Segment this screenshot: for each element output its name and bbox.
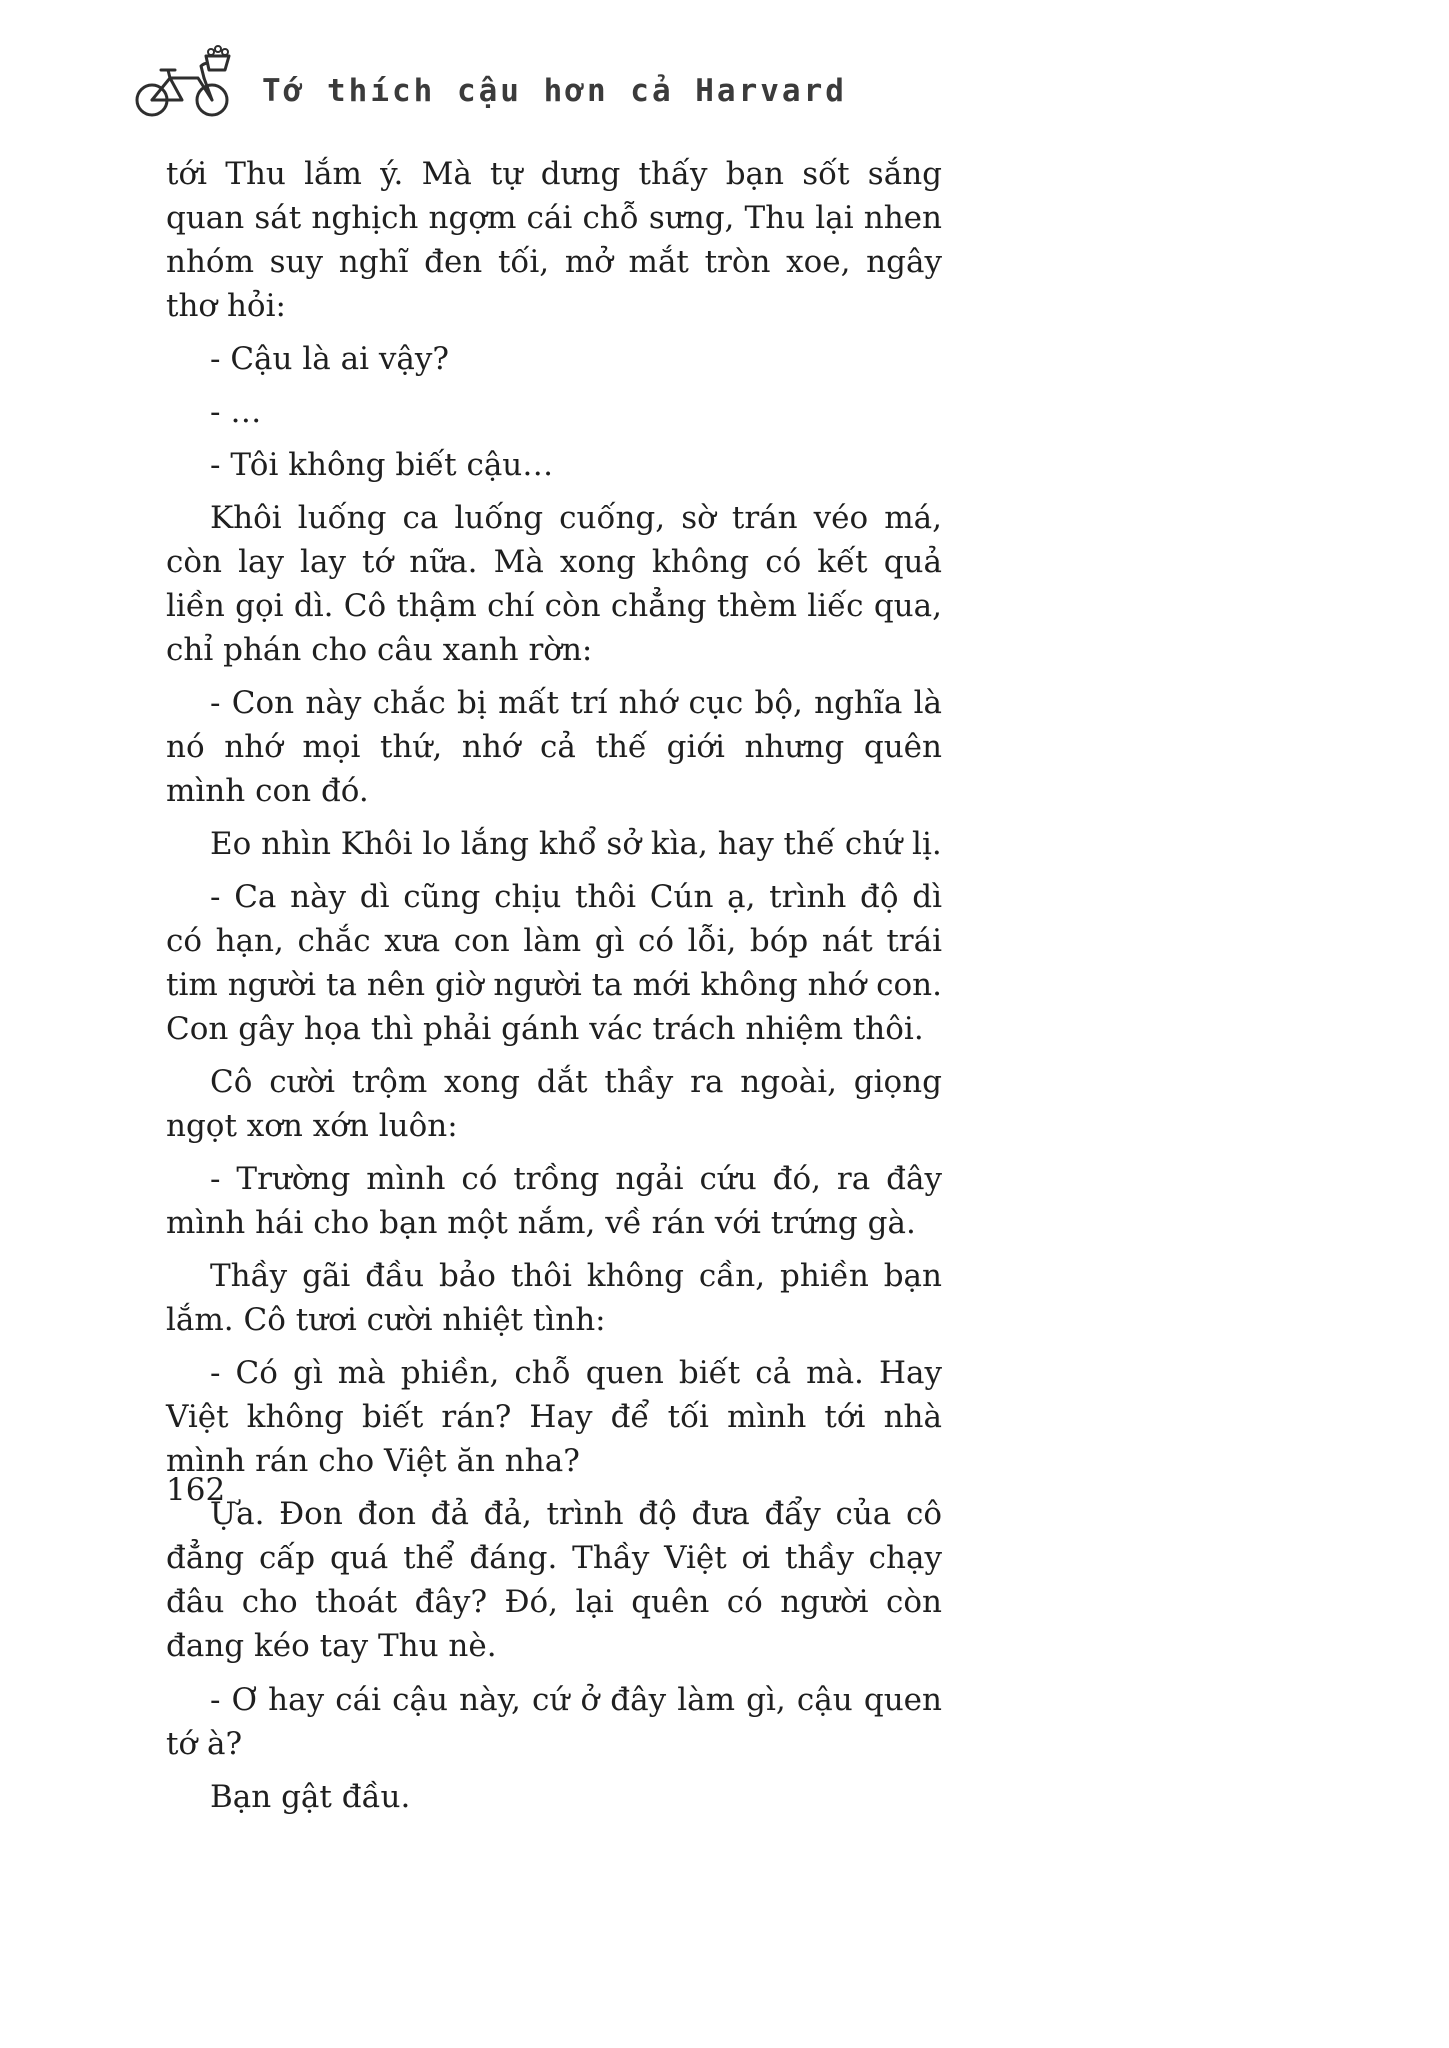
paragraph: tới Thu lắm ý. Mà tự dưng thấy bạn sốt sắng quan sát nghịch ngợm cái chỗ sưng, Thu lại nhen nhóm suy nghĩ đen tối, mở mắt tròn xoe, ngây thơ hỏi: xyxy=(166,156,942,325)
dialogue-line: - Ơ hay cái cậu này, cứ ở đây làm gì, cậu quen tớ à? xyxy=(166,1681,942,1762)
dialogue-line: - Ca này dì cũng chịu thôi Cún ạ, trình độ dì có hạn, chắc xưa con làm gì có lỗi, bóp nát trái tim người ta nên giờ người ta mới không nhớ con. Con gây họa thì phải gánh vác trách nhiệm thôi. xyxy=(166,879,942,1048)
paragraph: Cô cười trộm xong dắt thầy ra ngoài, giọng ngọt xơn xớn luôn: xyxy=(166,1064,942,1145)
paragraph: Ựa. Đon đon đả đả, trình độ đưa đẩy của cô đẳng cấp quá thể đáng. Thầy Việt ơi thầy chạy đâu cho thoát đây? Đó, lại quên có người còn đang kéo tay Thu nè. xyxy=(166,1496,942,1665)
paragraph: Khôi luống ca luống cuống, sờ trán véo má, còn lay lay tớ nữa. Mà xong không có kết quả liền gọi dì. Cô thậm chí còn chẳng thèm liếc qua, chỉ phán cho câu xanh rờn: xyxy=(166,500,942,669)
page-header xyxy=(128,42,847,122)
dialogue-line: - Con này chắc bị mất trí nhớ cục bộ, nghĩa là nó nhớ mọi thứ, nhớ cả thế giới nhưng quên mình con đó. xyxy=(166,685,942,810)
page-number: 162 xyxy=(166,1472,226,1508)
dialogue-line: - Cậu là ai vậy? xyxy=(210,341,449,378)
paragraph: Bạn gật đầu. xyxy=(210,1778,411,1815)
dialogue-line: - Trường mình có trồng ngải cứu đó, ra đây mình hái cho bạn một nắm, về rán với trứng gà. xyxy=(166,1161,942,1242)
dialogue-line: - Có gì mà phiền, chỗ quen biết cả mà. Hay Việt không biết rán? Hay để tối mình tới nhà mình rán cho Việt ăn nha? xyxy=(166,1355,942,1480)
bicycle-icon xyxy=(128,42,238,122)
paragraph: Thầy gãi đầu bảo thôi không cần, phiền bạn lắm. Cô tươi cười nhiệt tình: xyxy=(166,1258,942,1339)
book-title: Tớ thích cậu hơn cả Harvard xyxy=(262,73,847,109)
dialogue-line: - … xyxy=(210,394,262,431)
paragraph: Eo nhìn Khôi lo lắng khổ sở kìa, hay thế chứ lị. xyxy=(210,826,942,863)
dialogue-line: - Tôi không biết cậu… xyxy=(210,447,554,484)
page-body xyxy=(166,152,942,1828)
